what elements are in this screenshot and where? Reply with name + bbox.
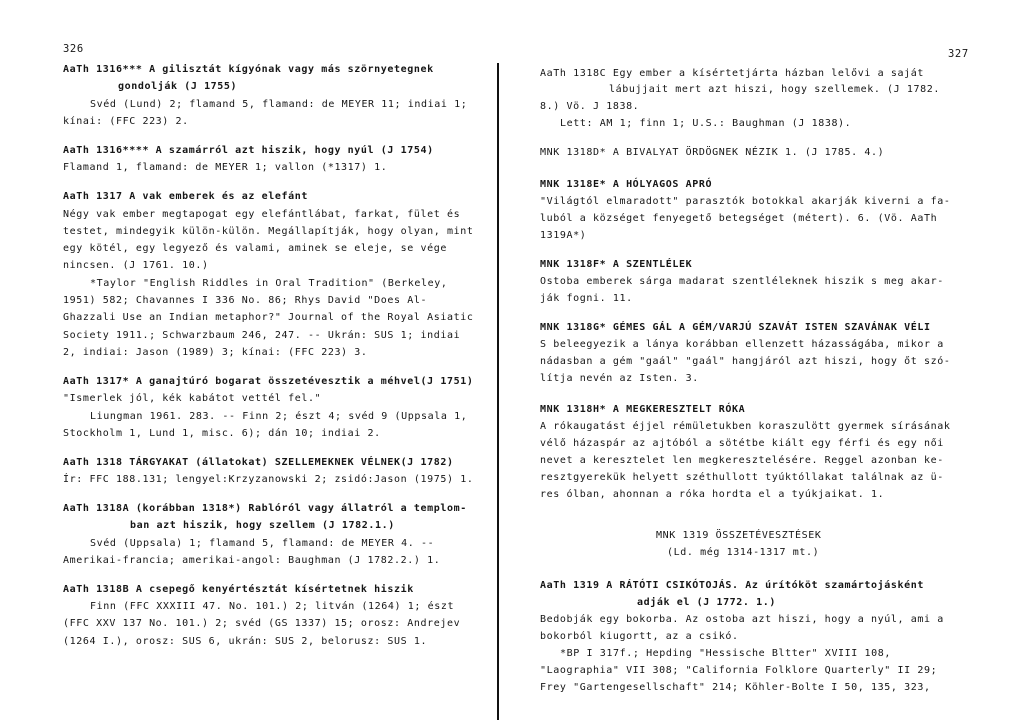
text-line: Svéd (Lund) 2; flamand 5, flamand: de MEYER 11; indiai 1; [90, 99, 468, 110]
section-subheading: (Ld. még 1314-1317 mt.) [667, 547, 820, 558]
text-line: res ólban, ahonnan a róka hordta el a tyúkjaikat. 1. [540, 489, 885, 500]
text-line: Society 1911.; Schwarzbaum 246, 247. -- Ukrán: SUS 1; indiai [63, 330, 461, 341]
text-line: lítja nevén az Isten. 3. [540, 373, 699, 384]
text-line: A rókaugatást éjjel rémületukben koraszulött gyermek sírásának [540, 421, 951, 432]
text-line: 2, indiai: Jason (1989) 3; kínai: (FFC 223) 3. [63, 347, 368, 358]
text-line: Ghazzali Use an Indian metaphor?" Journal of the Royal Asiatic [63, 312, 474, 323]
entry-heading: AaTh 1318 TÁRGYAKAT (állatokat) SZELLEMEKNEK VÉLNEK(J 1782) [63, 457, 454, 468]
text-line: Ír: FFC 188.131; lengyel:Krzyzanowski 2; zsidó:Jason (1975) 1. [63, 474, 474, 485]
section-heading: MNK 1319 ÖSSZETÉVESZTÉSEK [656, 530, 822, 541]
entry-heading: MNK 1318D* A BIVALYAT ÖRDÖGNEK NÉZIK 1. (J 1785. 4.) [540, 147, 885, 158]
text-line: resztgyerekük helyett széthullott tyúktóllakat találnak az ü- [540, 472, 944, 483]
text-line: "Ismerlek jól, kék kabátot vettél fel." [63, 393, 322, 404]
entry-heading: AaTh 1319 A RÁTÓTI CSIKÓTOJÁS. Az úrítóköt szamártojásként [540, 580, 924, 591]
text-line: 1951) 582; Chavannes I 336 No. 86; Rhys David "Does Al- [63, 295, 428, 306]
text-line: nincsen. (J 1761. 10.) [63, 260, 209, 271]
text-line: Svéd (Uppsala) 1; flamand 5, flamand: de MEYER 4. -- [90, 538, 435, 549]
text-line: kínai: (FFC 223) 2. [63, 116, 189, 127]
left-page-number: 326 [63, 43, 84, 55]
text-line: nádasban a gém "gaál" "gaál" hangjáról azt hiszi, hogy őt szó- [540, 356, 951, 367]
entry-heading: gondolják (J 1755) [118, 81, 238, 92]
text-line: Bedobják egy bokorba. Az ostoba azt hiszi, hogy a nyúl, ami a [540, 614, 944, 625]
text-line: *BP I 317f.; Hepding "Hessische Bltter" XVIII 108, [560, 648, 892, 659]
column-divider [497, 63, 499, 720]
entry-heading: ban azt hiszik, hogy szellem (J 1782.1.) [130, 520, 395, 531]
entry-heading: AaTh 1317* A ganajtúró bogarat összetévesztik a méhvel(J 1751) [63, 376, 474, 387]
text-line: egy kötél, egy legyező és valami, aminek se eleje, se vége [63, 243, 447, 254]
text-line: luból a községet fenyegető betegséget (métert). 6. (Vö. AaTh [540, 213, 938, 224]
text-line: Liungman 1961. 283. -- Finn 2; észt 4; svéd 9 (Uppsala 1, [90, 411, 468, 422]
text-line: Frey "Gartengesellschaft" 214; Köhler-Bolte I 50, 135, 323, [540, 682, 931, 693]
text-line: nevet a keresztelet len megkeresztelésére. Reggel azonban ke- [540, 455, 944, 466]
text-line: (FFC XXV 137 No. 101.) 2; svéd (GS 1337) 15; orosz: Andrejev [63, 618, 461, 629]
entry-heading: MNK 1318H* A MEGKERESZTELT RÓKA [540, 404, 746, 415]
text-line: Lett: AM 1; finn 1; U.S.: Baughman (J 1838). [560, 118, 852, 129]
entry-heading: MNK 1318G* GÉMES GÁL A GÉM/VARJÚ SZAVÁT ISTEN SZAVÁNAK VÉLI [540, 322, 931, 333]
entry-heading: AaTh 1318B A csepegő kenyértésztát kísértetnek hiszik [63, 584, 414, 595]
entry-heading: AaTh 1317 A vak emberek és az elefánt [63, 191, 308, 202]
entry-heading: AaTh 1316*** A gilisztát kígyónak vagy más szörnyetegnek [63, 64, 434, 75]
entry-heading: AaTh 1316**** A szamárról azt hiszik, hogy nyúl (J 1754) [63, 145, 434, 156]
text-line: Flamand 1, flamand: de MEYER 1; vallon (*1317) 1. [63, 162, 388, 173]
right-page-number: 327 [948, 48, 969, 60]
text-line: Stockholm 1, Lund 1, misc. 6); dán 10; indiai 2. [63, 428, 381, 439]
text-line: Amerikai-francia; amerikai-angol: Baughman (J 1782.2.) 1. [63, 555, 441, 566]
entry-heading: AaTh 1318C Egy ember a kísértetjárta házban lelővi a saját [540, 68, 924, 79]
entry-heading: MNK 1318E* A HÓLYAGOS APRÓ [540, 179, 713, 190]
entry-heading: AaTh 1318A (korábban 1318*) Rablóról vagy állatról a templom- [63, 503, 467, 514]
text-line: Négy vak ember megtapogat egy elefántlábat, farkat, fület és [63, 209, 461, 220]
entry-heading: MNK 1318F* A SZENTLÉLEK [540, 259, 693, 270]
text-line: "Laographia" VII 308; "California Folklore Quarterly" II 29; [540, 665, 938, 676]
text-line: vélő házaspár az ajtóból a sötétbe kiált egy férfi és egy női [540, 438, 944, 449]
entry-heading: adják el (J 1772. 1.) [637, 597, 777, 608]
text-line: (1264 I.), orosz: SUS 6, ukrán: SUS 2, belorusz: SUS 1. [63, 636, 428, 647]
text-line: testet, mindegyik külön-külön. Megállapítják, hogy olyan, mint [63, 226, 474, 237]
text-line: lábujjait mert azt hiszi, hogy szellemek. (J 1782. [609, 84, 941, 95]
text-line: 8.) Vö. J 1838. [540, 101, 640, 112]
text-line: S beleegyezik a lánya korábban ellenzett házasságába, mikor a [540, 339, 944, 350]
text-line: *Taylor "English Riddles in Oral Tradition" (Berkeley, [90, 278, 448, 289]
text-line: Ostoba emberek sárga madarat szentléleknek hiszik s meg akar- [540, 276, 944, 287]
text-line: 1319A*) [540, 230, 587, 241]
text-line: bokorból kiugortt, az a csikó. [540, 631, 739, 642]
text-line: Finn (FFC XXXIII 47. No. 101.) 2; litván (1264) 1; észt [90, 601, 455, 612]
text-line: "Világtól elmaradott" parasztók botokkal akarják kiverni a fa- [540, 196, 951, 207]
text-line: ják fogni. 11. [540, 293, 633, 304]
